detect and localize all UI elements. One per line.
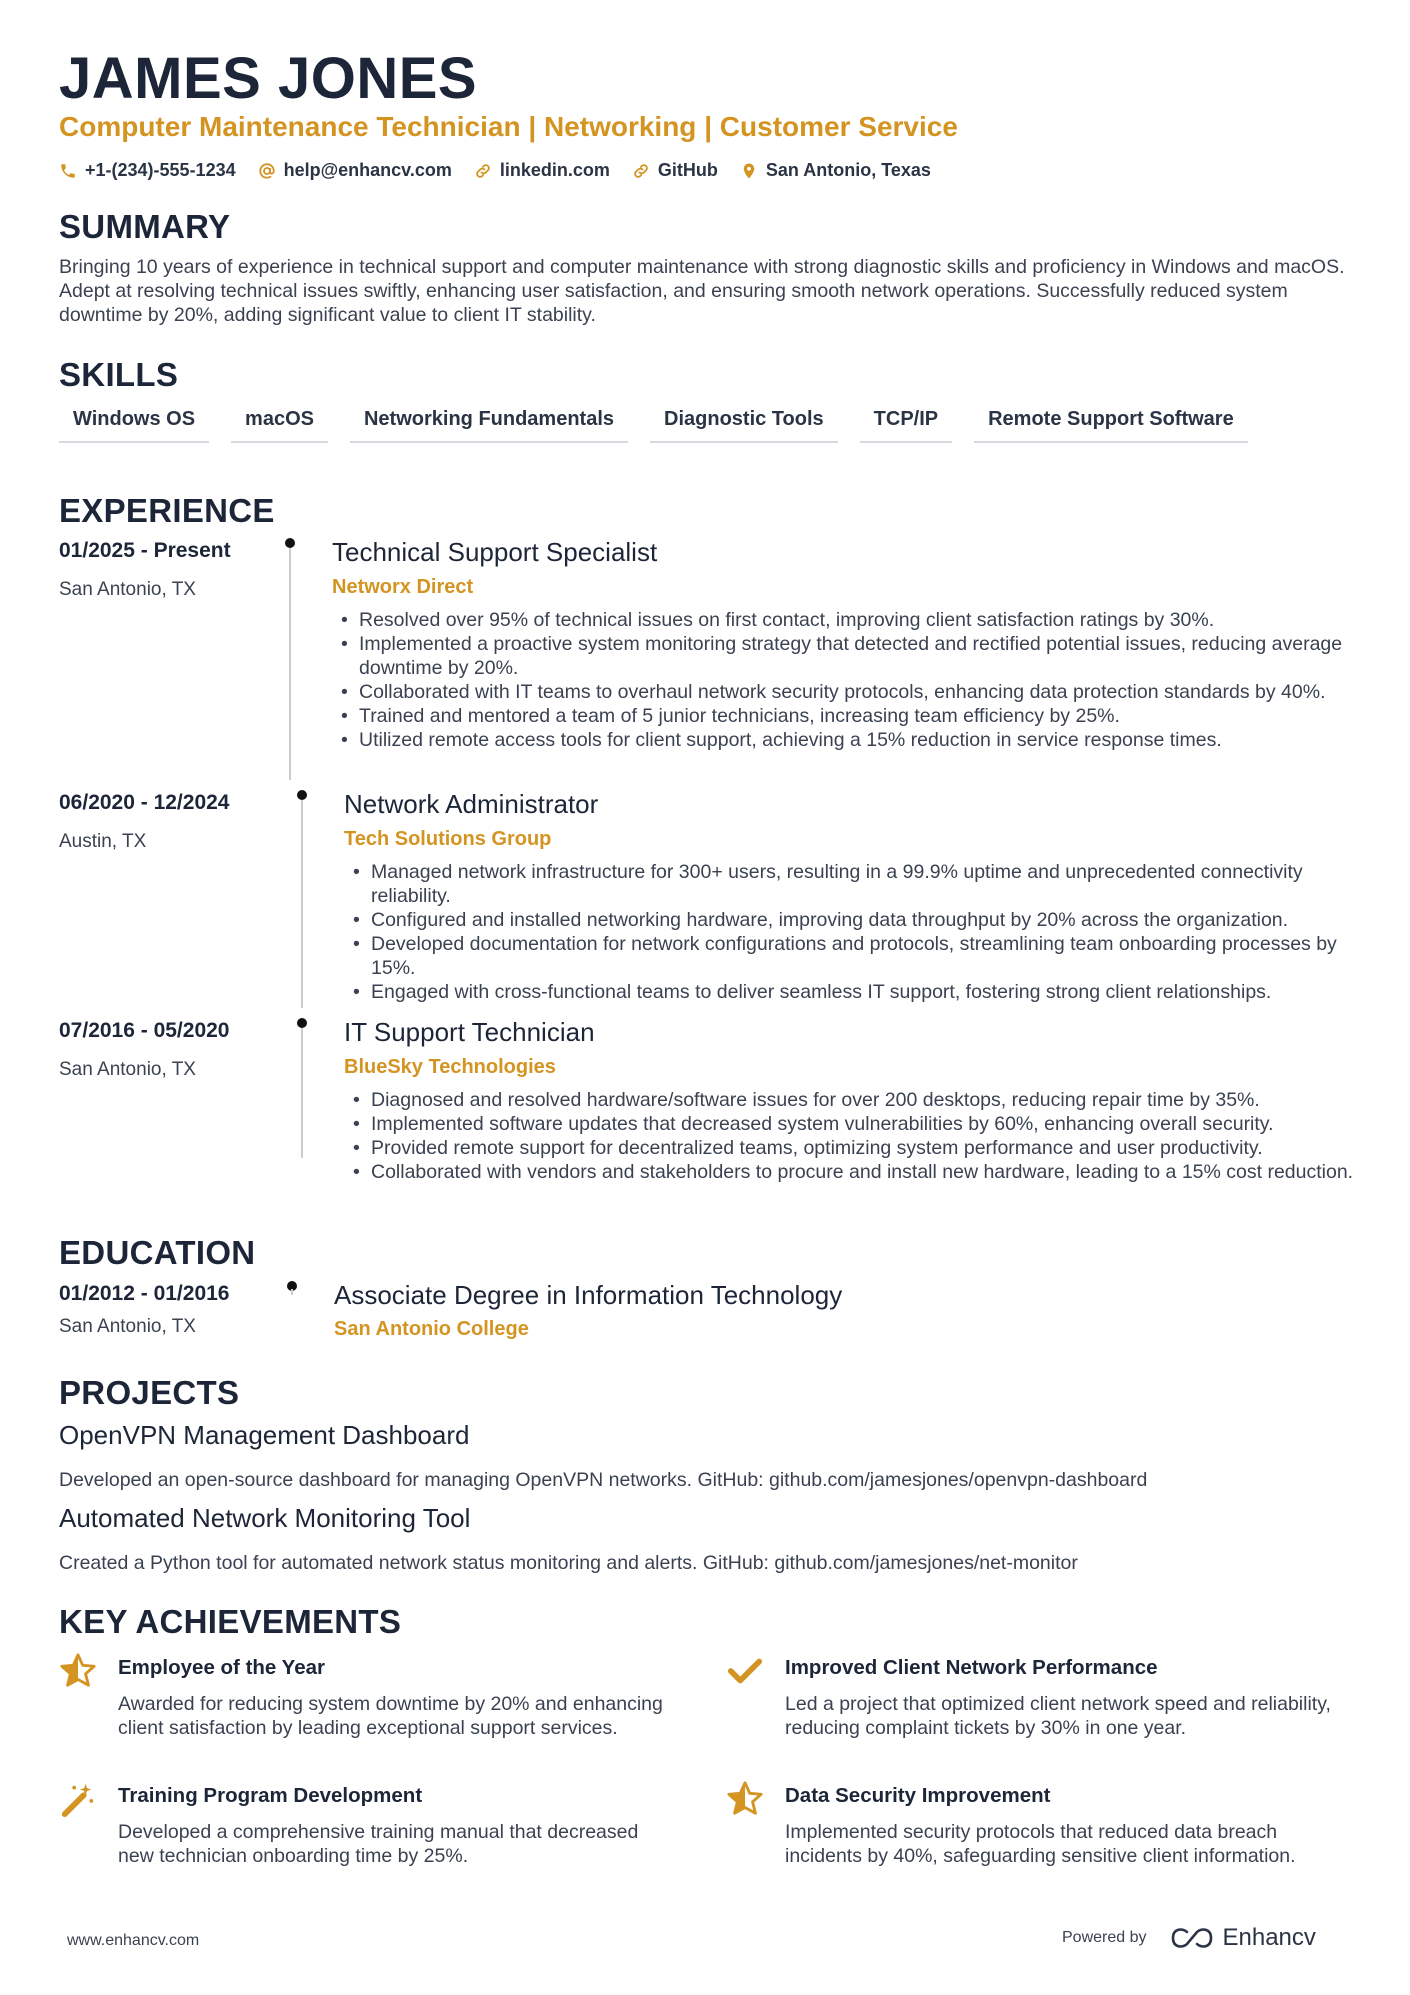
timeline-line [301, 1028, 303, 1158]
checkmark-icon [726, 1652, 764, 1690]
phone-icon [59, 162, 77, 180]
achievement-title: Training Program Development [118, 1784, 423, 1807]
brand-name: Enhancv [1222, 1924, 1316, 1951]
footer-website-link[interactable]: www.enhancv.com [67, 1932, 200, 1949]
achievement-description: Developed a comprehensive training manual that decreased new technician onboarding time by 25%. [118, 1821, 639, 1867]
job-location: Austin, TX [59, 831, 147, 852]
skill-tag: TCP/IP [860, 408, 952, 443]
summary-text: Bringing 10 years of experience in technical support and computer maintenance with strong diagnostic skills and proficiency in Windows and macOS. Adept at resolving technical issues swiftly, enhancing user satisfaction, and ensuring smooth network operations. Successfully reduced system downtime by 20%, adding significant value to client IT stability. [59, 256, 1345, 326]
job-bullets [351, 860, 1361, 1004]
list-item: • Provided remote support for decentralized teams, optimizing system performance and user productivity. [351, 1136, 1361, 1160]
education-degree: Associate Degree in Information Technology [334, 1280, 843, 1310]
list-item: • Configured and installed networking hardware, improving data throughput by 20% across the organization. [351, 908, 1361, 932]
achievement-title: Improved Client Network Performance [785, 1656, 1158, 1679]
timeline-dot [285, 538, 295, 548]
list-item: • Collaborated with vendors and stakeholders to procure and install new hardware, leading to a 15% cost reduction. [351, 1160, 1361, 1184]
contact-location [740, 160, 931, 181]
contact-bar [59, 160, 931, 181]
link-icon [632, 162, 650, 180]
skill-tag: Windows OS [59, 408, 209, 443]
candidate-title: Computer Maintenance Technician | Networking | Customer Service [59, 111, 958, 142]
magic-wand-icon [59, 1780, 97, 1818]
achievement-description: Implemented security protocols that reduced data breach incidents by 40%, safeguarding sensitive client information. [785, 1821, 1296, 1867]
timeline-line [289, 548, 291, 780]
job-company: BlueSky Technologies [344, 1056, 556, 1078]
job-bullets [339, 608, 1359, 752]
project-description: Developed an open-source dashboard for managing OpenVPN networks. GitHub: github.com/jamesjones/openvpn-dashboard [59, 1469, 1148, 1491]
candidate-name: JAMES JONES [59, 46, 478, 111]
timeline-line [291, 1289, 293, 1295]
at-icon [258, 162, 276, 180]
list-item: • Managed network infrastructure for 300+ users, resulting in a 99.9% uptime and unprecedented connectivity reliability. [351, 860, 1361, 908]
skill-tag: Remote Support Software [974, 408, 1248, 443]
achievement-title: Employee of the Year [118, 1656, 325, 1679]
contact-location-text: San Antonio, Texas [765, 160, 931, 180]
project-title: OpenVPN Management Dashboard [59, 1420, 470, 1450]
timeline-line [301, 800, 303, 1008]
contact-linkedin[interactable] [474, 160, 610, 181]
contact-phone[interactable] [59, 160, 236, 181]
contact-email[interactable] [258, 160, 452, 181]
job-role: Network Administrator [344, 789, 599, 819]
job-dates: 07/2016 - 05/2020 [59, 1019, 230, 1042]
achievement-description: Led a project that optimized client network speed and reliability, reducing complaint tickets by 30% in one year. [785, 1693, 1331, 1739]
location-pin-icon [740, 162, 758, 180]
list-item: • Engaged with cross-functional teams to deliver seamless IT support, fostering strong client relationships. [351, 980, 1361, 1004]
contact-email-text: help@enhancv.com [283, 160, 452, 180]
job-location: San Antonio, TX [59, 579, 196, 600]
job-company: Networx Direct [332, 576, 474, 598]
job-role: IT Support Technician [344, 1017, 595, 1047]
project-description: Created a Python tool for automated network status monitoring and alerts. GitHub: github.com/jamesjones/net-monitor [59, 1552, 1078, 1574]
education-location: San Antonio, TX [59, 1316, 196, 1337]
footer-branding [1062, 1924, 1316, 1952]
list-item: • Utilized remote access tools for client support, achieving a 15% reduction in service response times. [339, 728, 1359, 752]
skills-heading: SKILLS [59, 356, 179, 393]
link-icon [474, 162, 492, 180]
achievements-heading: KEY ACHIEVEMENTS [59, 1603, 402, 1640]
job-dates: 01/2025 - Present [59, 539, 231, 562]
skills-list [59, 408, 1248, 443]
list-item: • Resolved over 95% of technical issues on first contact, improving client satisfaction ratings by 30%. [339, 608, 1359, 632]
star-icon [59, 1652, 97, 1690]
job-dates: 06/2020 - 12/2024 [59, 791, 230, 814]
education-school: San Antonio College [334, 1318, 529, 1340]
contact-github-text: GitHub [657, 160, 718, 180]
skill-tag: macOS [231, 408, 328, 443]
list-item: • Developed documentation for network configurations and protocols, streamlining team onboarding processes by 15%. [351, 932, 1361, 980]
list-item: • Implemented a proactive system monitoring strategy that detected and rectified potential issues, reducing average downtime by 20%. [339, 632, 1359, 680]
timeline-dot [297, 790, 307, 800]
achievement-title: Data Security Improvement [785, 1784, 1051, 1807]
job-role: Technical Support Specialist [332, 537, 658, 567]
project-title: Automated Network Monitoring Tool [59, 1503, 471, 1533]
projects-heading: PROJECTS [59, 1374, 240, 1411]
contact-github[interactable] [632, 160, 718, 181]
job-bullets [351, 1088, 1361, 1184]
list-item: • Diagnosed and resolved hardware/software issues for over 200 desktops, reducing repair time by 35%. [351, 1088, 1361, 1112]
skill-tag: Diagnostic Tools [650, 408, 838, 443]
contact-linkedin-text: linkedin.com [499, 160, 610, 180]
achievement-description: Awarded for reducing system downtime by 20% and enhancing client satisfaction by leading exceptional support services. [118, 1693, 663, 1739]
job-location: San Antonio, TX [59, 1059, 196, 1080]
job-company: Tech Solutions Group [344, 828, 552, 850]
timeline-dot [297, 1018, 307, 1028]
powered-by-label: Powered by [1062, 1929, 1147, 1946]
summary-heading: SUMMARY [59, 208, 231, 245]
brand-logo[interactable] [1169, 1924, 1316, 1952]
skill-tag: Networking Fundamentals [350, 408, 628, 443]
education-heading: EDUCATION [59, 1234, 256, 1271]
contact-phone-text: +1-(234)-555-1234 [85, 160, 236, 180]
enhancv-logo-icon [1169, 1926, 1215, 1950]
experience-heading: EXPERIENCE [59, 492, 275, 529]
education-dates: 01/2012 - 01/2016 [59, 1282, 230, 1305]
list-item: • Implemented software updates that decreased system vulnerabilities by 60%, enhancing overall security. [351, 1112, 1361, 1136]
list-item: • Collaborated with IT teams to overhaul network security protocols, enhancing data protection standards by 40%. [339, 680, 1359, 704]
list-item: • Trained and mentored a team of 5 junior technicians, increasing team efficiency by 25%. [339, 704, 1359, 728]
star-icon [726, 1780, 764, 1818]
